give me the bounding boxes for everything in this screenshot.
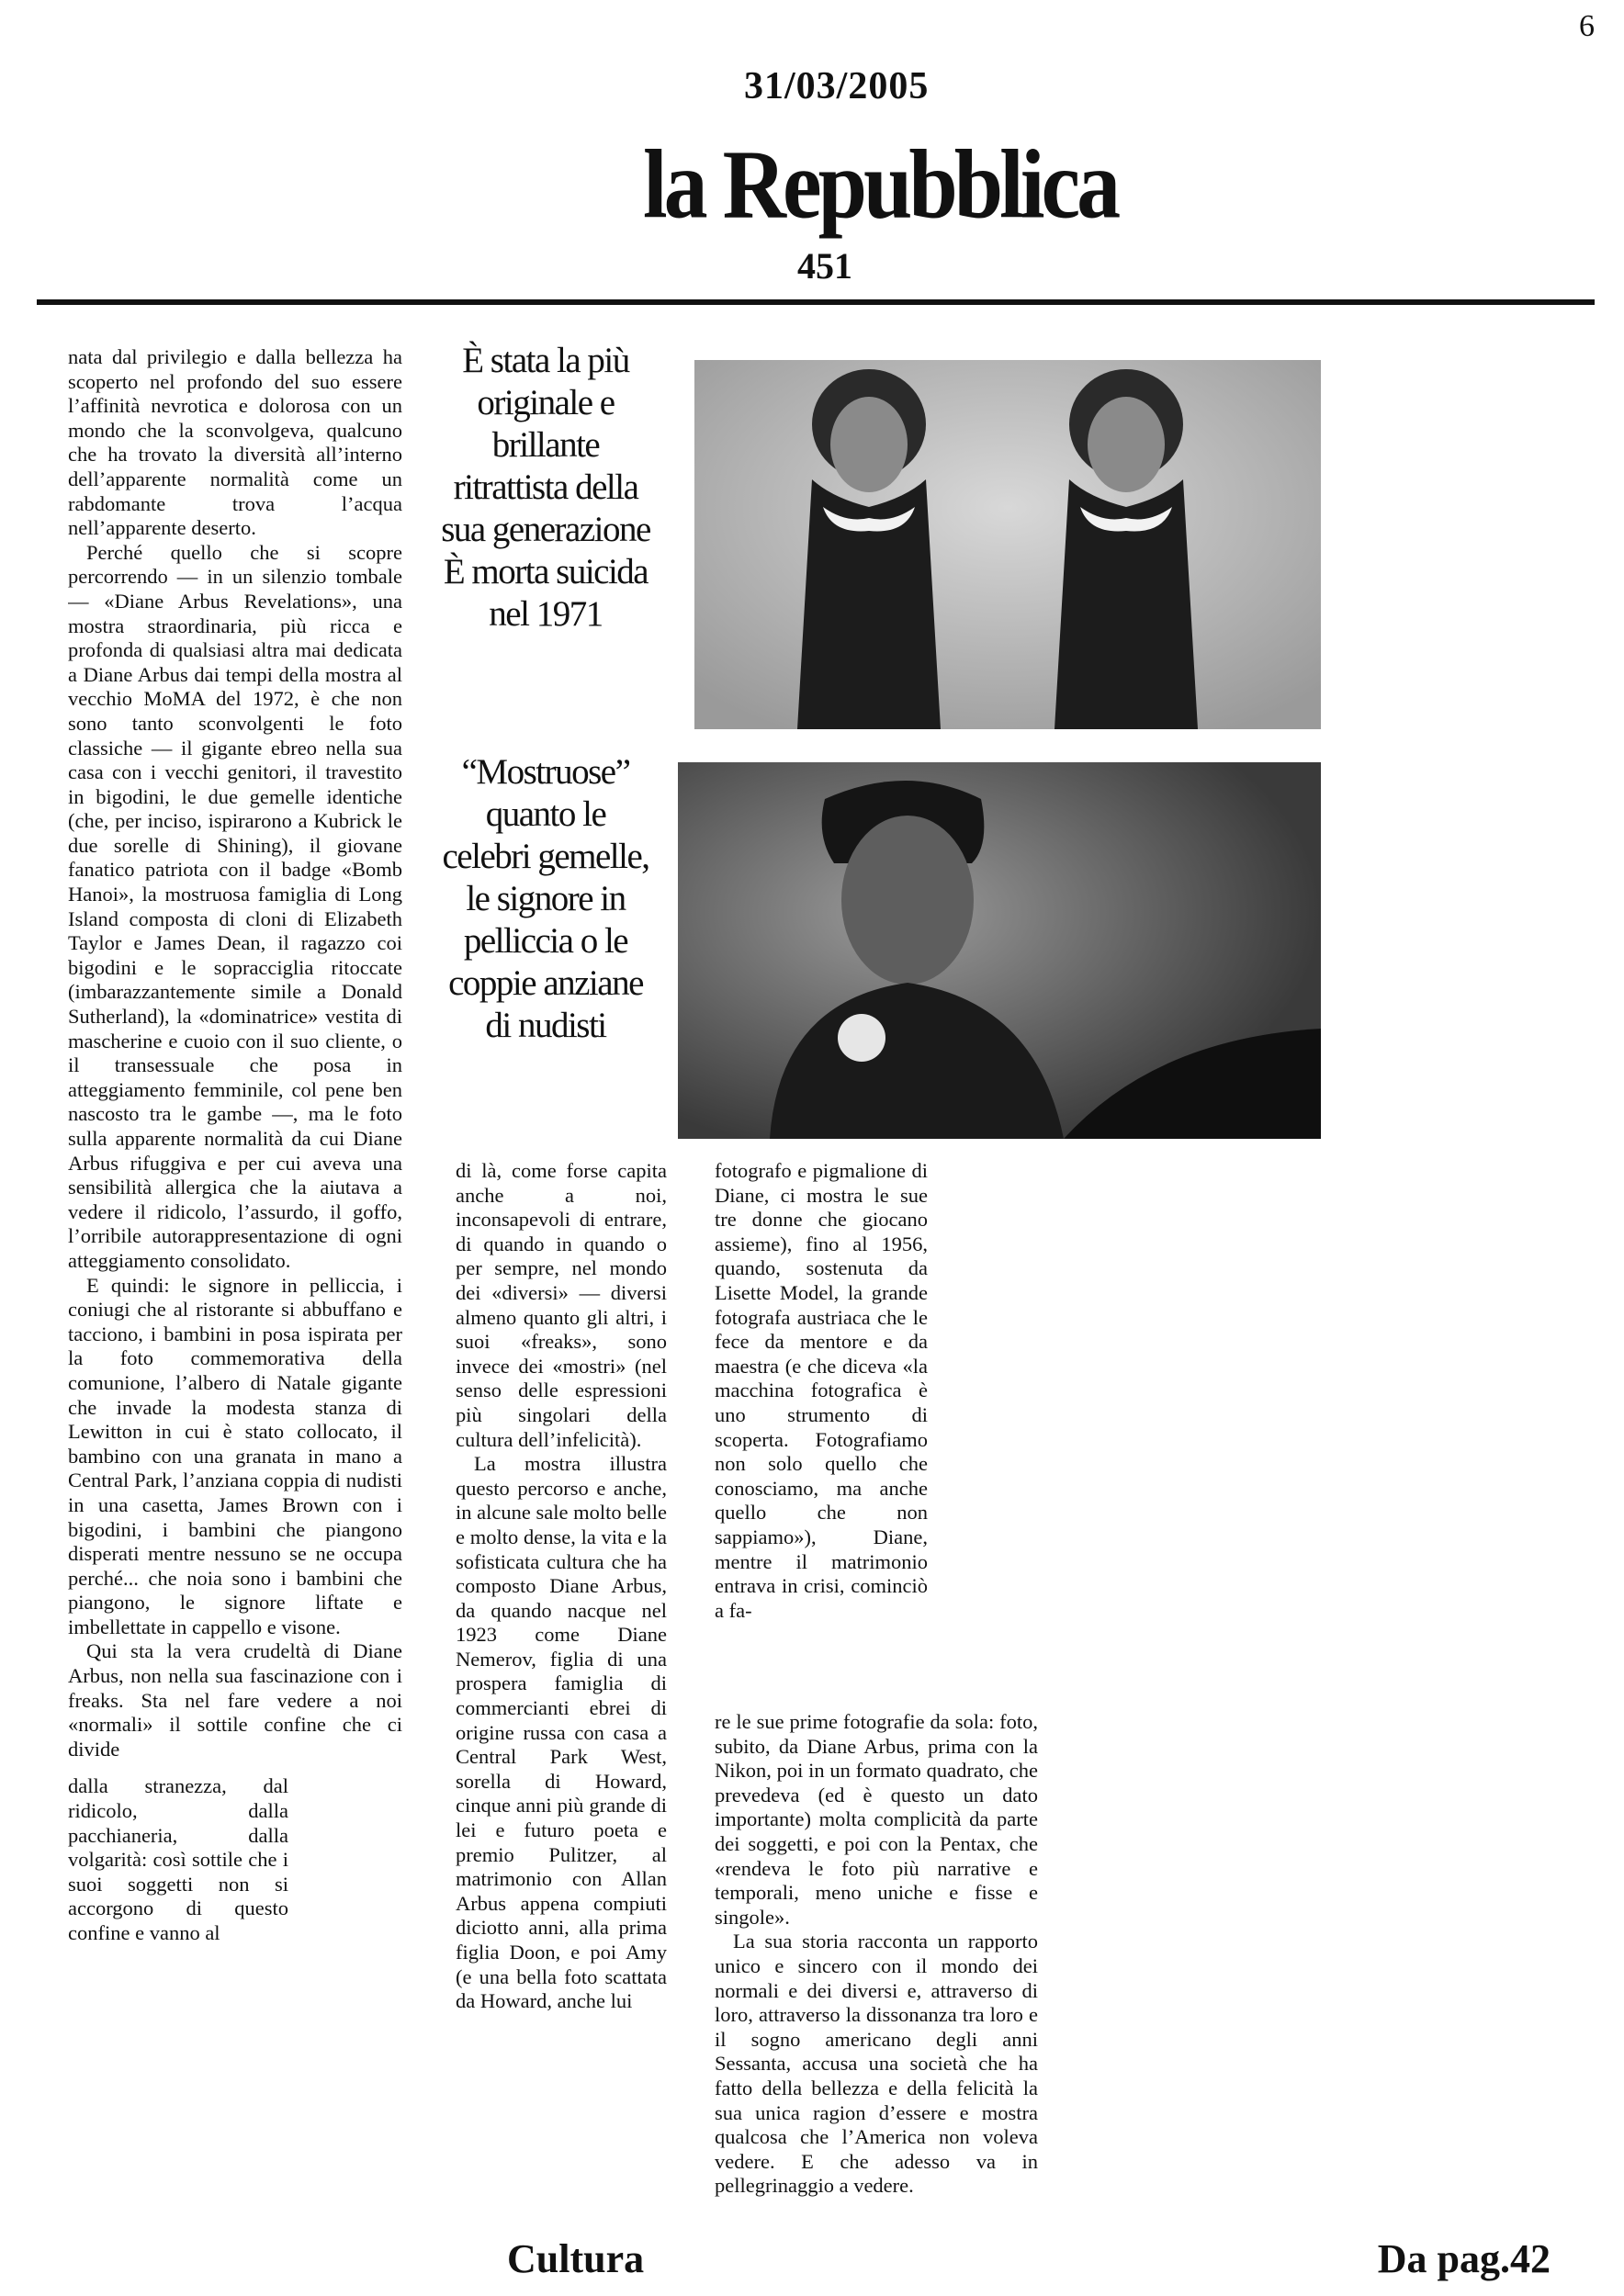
col3-paragraph-2: re le sue prime fotografie da sola: foto, subito, da Diane Arbus, prima con la Nikon, poi in un formato quadrato, che prevedeva (ed è questo un dato importante) molta complicità da parte dei soggetti, e poi con la Pentax, che «rendeva le foto più narrative e temporali, meno uniche e fisse e singole». [715, 1710, 1038, 1929]
col3-paragraph-1: fotografo e pigmalione di Diane, ci mostra le sue tre donne che giocano assieme), fino al 1956, quando, sostenuta da Lisette Model, la grande fotografa austriaca che le fece da mentore e da maestra (e che diceva «la macchina fotografica è uno strumento di scoperta. Fotografiamo non solo quello che conosciamo, ma anche quello che non sappiamo»), Diane, mentre il matrimonio entrava in crisi, cominciò a fa- [715, 1159, 928, 1622]
col2-paragraph-1: di là, come forse capita anche a noi, inconsapevoli di entrare, di quando in quando o per sempre, nel mondo dei «diversi» — diversi almeno quanto gli altri, i suoi «freaks», sono invece dei «mostri» (nel senso delle espressioni più singolari della cultura dell’infelicità). [456, 1159, 667, 1451]
edition-number: 451 [797, 245, 852, 287]
young-man-photo [678, 762, 1321, 1139]
col3-paragraph-3: La sua storia racconta un rapporto unico e sincero con il mondo dei normali e dei diversi e, attraverso di loro, attraverso la dissonanza tra loro e il sogno americano degli anni Sessanta, accusa una società che ha fatto della bellezza e della felicità la sua unica ragion d’essere e mostra qualcosa che l’America non voleva vedere. E che adesso va in pellegrinaggio a vedere. [715, 1930, 1038, 2198]
twins-photo-image [694, 360, 1321, 729]
col1-paragraph-3: E quindi: le signore in pelliccia, i coniugi che al ristorante si abbuffano e tacciono, i bambini in posa ispirata per la foto commemorativa della comunione, l’albero di Natale gigante che invade la modesta stanza di Lewitton in cui è stato collocato, il bambino con una granata in mano a Central Park, l’anziana coppia di nudisti in una casetta, James Brown con i bigodini, i bambini che piangono disperati mentre nessuno se ne occupa perché... che noia sono i bambini che piangono, le signore liftate e imbellettate in cappello e visone. [68, 1273, 402, 1638]
col1-paragraph-4: Qui sta la vera crudeltà di Diane Arbus, non nella sua fascinazione con i freaks. Sta nel fare vedere a noi «normali» il sottile confine che ci divide [68, 1639, 402, 1761]
newspaper-masthead: la Repubblica [643, 129, 1118, 240]
section-label: Cultura [507, 2236, 645, 2281]
young-man-photo-image [678, 762, 1321, 1139]
header-rule [37, 299, 1595, 305]
col1-paragraph-5: dalla stranezza, dal ridicolo, dalla pacchianeria, dalla volgarità: così sottile che i suoi soggetti non si accorgono di questo confine e vanno al [68, 1774, 288, 1944]
page-reference: Da pag.42 [1377, 2236, 1551, 2281]
col2-paragraph-2: La mostra illustra questo percorso e anche, in alcune sale molto belle e molto dense, la vita e la sofisticata cultura che ha composto Diane Arbus, da quando nacque nel 1923 come Diane Nemerov, figlia di una prospera famiglia di commercianti ebrei di origine russa con casa a Central Park West, sorella di Howard, cinque anni più grande di lei e futuro poeta e premio Pulitzer, al matrimonio con Allan Arbus appena compiuti diciotto anni, alla prima figlia Doon, e poi Amy (e una bella foto scattata da Howard, anche lui [456, 1452, 667, 2013]
article-column-1 [68, 345, 402, 2219]
pull-quote-1: È stata la più originale e brillante ritrattista della sua generazione È morta suicida nel 1971 [441, 341, 650, 634]
article-column-3-top [715, 1159, 928, 1703]
article-column-2 [456, 1159, 667, 2215]
page-number: 6 [1579, 9, 1595, 43]
col1-paragraph-2: Perché quello che si scopre percorrendo — in un silenzio tombale — «Diane Arbus Revelations», una mostra straordinaria, più ricca e profonda di qualsiasi altra mai dedicata a Diane Arbus dai tempi della mostra al vecchio MoMA del 1972, è che non sono tanto sconvolgenti le foto classiche — il gigante ebreo nella sua casa con i vecchi genitori, il travestito in bigodini, le due gemelle identiche (che, per inciso, ispirarono a Kubrick le due sorelle di Shining), il giovane fanatico patriota con il badge «Bomb Hanoi», la mostruosa famiglia di Long Island composta di cloni di Elizabeth Taylor e James Dean, il ragazzo coi bigodini e le sopracciglia ritoccate (imbarazzantemente simile a Donald Sutherland), la «dominatrice» vestita di mascherine e cuoio con il suo cliente, o il transessuale che posa in atteggiamento femminile, col pene ben nascosto tra le gambe —, ma le foto sulla apparente normalità da cui Diane Arbus rifuggiva e per cui aveva una sensibilità allergica che la aiutava a vedere il ridicolo, l’assurdo, il goffo, l’orribile autorappresentazione di ogni atteggiamento consolidato. [68, 540, 402, 1272]
twins-photo [694, 360, 1321, 729]
article-column-3-bottom [715, 1710, 1038, 2224]
pull-quote-2: “Mostruose” quanto le celebri gemelle, le signore in pelliccia o le coppie anziane di nudisti [442, 752, 649, 1045]
publication-date: 31/03/2005 [744, 65, 930, 107]
col1-paragraph-1: nata dal privilegio e dalla bellezza ha scoperto nel profondo del suo essere l’affinità nevrotica e dolorosa con un mondo che la sconvolgeva, qualcuno che ha trovato la diversità all’interno dell’apparente normalità come un rabdomante trova l’acqua nell’apparente deserto. [68, 345, 402, 540]
